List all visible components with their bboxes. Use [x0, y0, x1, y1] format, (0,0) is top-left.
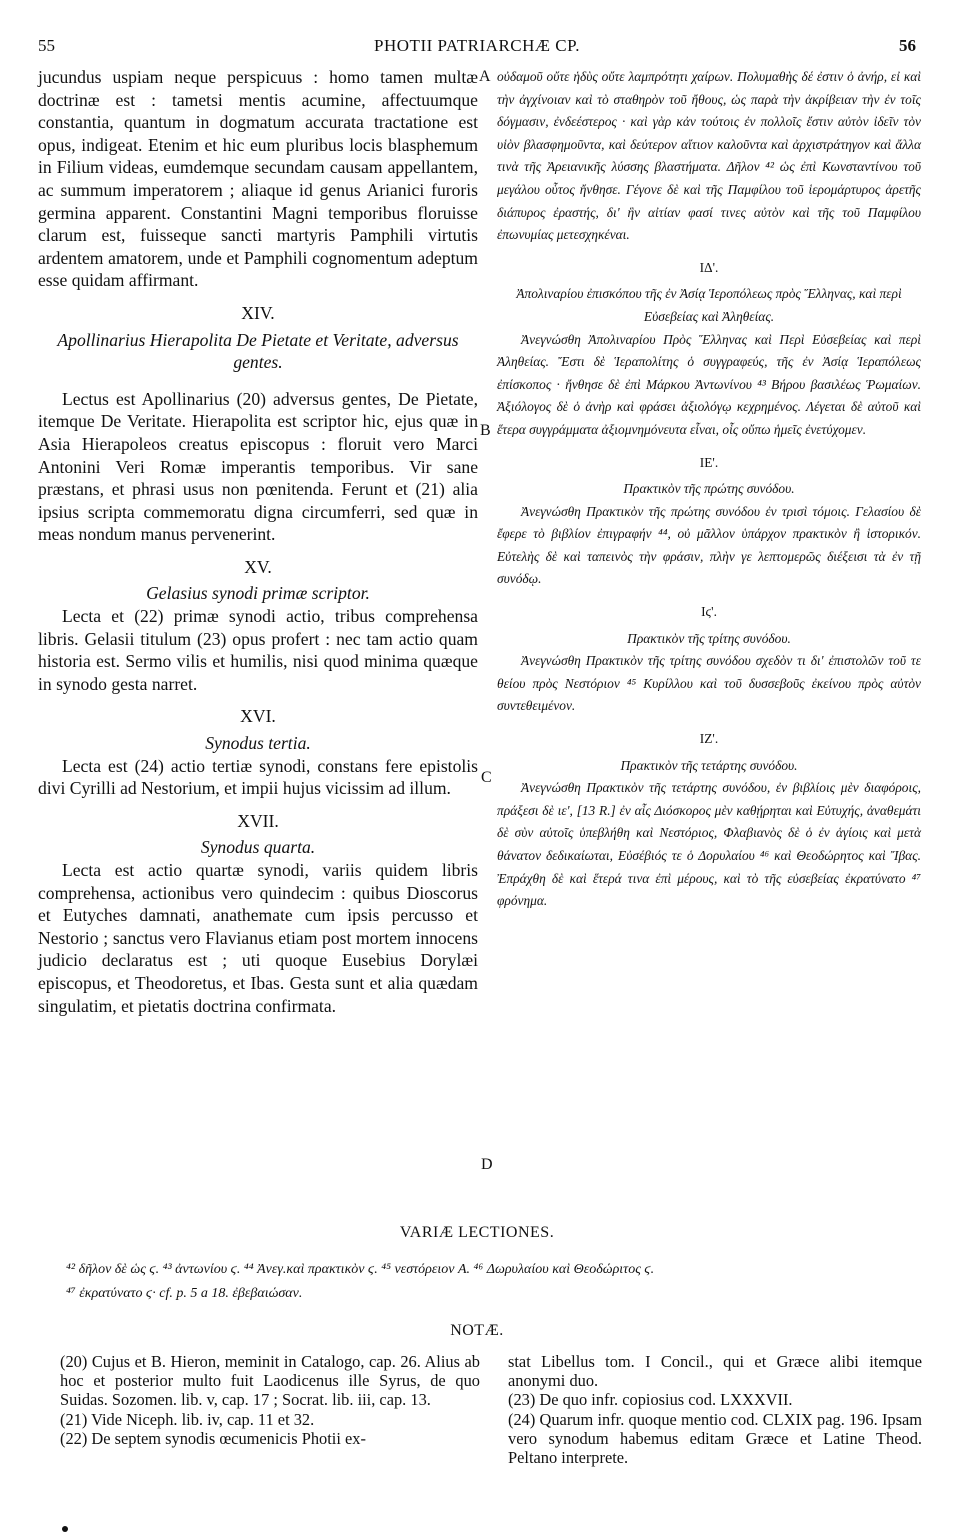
note-20: (20) Cujus et B. Hieron, meminit in Catalogo, cap. 26. Alius ab hoc et posterior multo fuit Laodicenus ille Syrus, de quo Suidas. Sozomen. lib. v, cap. 17 ; Socrat. lib. iii, cap. 13.: [60, 1352, 480, 1410]
page-number-left: 55: [38, 36, 55, 55]
note-23: (23) De quo infr. copiosius cod. LXXXVII.: [508, 1390, 793, 1410]
section-number-xvi: XVI.: [240, 706, 276, 727]
page-number-right: 56: [899, 36, 916, 55]
note-21: (21) Vide Niceph. lib. iv, cap. 11 et 32.: [60, 1409, 315, 1429]
ink-mark: [62, 1526, 68, 1532]
note-24: (24) Quarum infr. quoque mentio cod. CLXIX pag. 196. Ipsam vero synodum habemus editam Græce et Latine Theod. Peltano interprete.: [508, 1409, 922, 1468]
margin-letter-a: A: [479, 68, 491, 85]
section-title-xiv: Apollinarius Hierapolita De Pietate et Veritate, adversus gentes.: [57, 329, 459, 373]
section-number-xvii: XVII.: [237, 810, 279, 831]
greek-section-number-17: ΙΖ'.: [699, 731, 719, 747]
margin-letter-d: D: [481, 1156, 493, 1173]
section-text-xvi: Lecta est (24) actio tertiæ synodi, constans fere epistolis divi Cyrilli ad Nestorium, et impii hujus vicissim ad illum.: [38, 755, 478, 799]
greek-section-title-15: Πρακτικὸν τῆς πρώτης συνόδου.: [623, 481, 795, 497]
latin-column: [38, 66, 478, 1017]
section-text-xiv: Lectus est Apollinarius (20) adversus gentes, De Pietate, itemque De Veritate. Hierapolita est scriptor hic, ejus quæ in Asia Hierapoleos creatus episcopus : floruit vero Marci Antonini Veri Romæ imperantis temporibus. Vir sane præstans, et phrasi usus non pœnitenda. Ferunt et (21) alia ipsius scripta commemoratu digna circumferri, sed quæ in meas nondum manus pervenerint.: [38, 388, 478, 545]
greek-section-title-17: Πρακτικὸν τῆς τετάρτης συνόδου.: [620, 757, 798, 773]
greek-section-text-15: Ἀνεγνώσθη Πρακτικὸν τῆς πρώτης συνόδου ἐν τρισὶ τόμοις. Γελασίου δὲ ἔφερε τὸ βιβλίον ἐπιγραφήν ⁴⁴, οὐ μᾶλλον ὑπάρχον πρακτικὸν ἢ ἱστορικόν. Εὐτελὴς δὲ καὶ ταπεινὸς τὴν φράσιν, πλὴν γε λεπτομερῶς διέξεισι τὰ ἐν τῇ συνόδῳ.: [497, 503, 921, 587]
greek-section-title-14: Ἀπολιναρίου ἐπισκόπου τῆς ἐν Ἀσίᾳ Ἱεροπόλεως πρὸς Ἕλληνας, καὶ περὶ Εὐσεβείας καὶ Ἀληθείας.: [516, 286, 902, 324]
section-number-xiv: XIV.: [241, 302, 275, 323]
note-22-continued: stat Libellus tom. I Concil., qui et Græce alibi itemque anonymi duo.: [508, 1352, 922, 1391]
greek-intro: οὐδαμοῦ οὔτε ἡδὺς οὔτε λαμπρότητι χαίρων. Πολυμαθὴς δέ ἐστιν ὁ ἀνήρ, εἰ καὶ τὴν ἀγχίνοιαν καὶ τὸ σταθηρὸν τοῦ ἤθους, ὡς παρὰ τὴν ἀκρίβειαν τὴν ἐν τοῖς δόγμασιν, ἐνδεέστερος · καὶ γὰρ κἀν τούτοις ἐν πολλοῖς ἔστιν αὐτὸν ἰδεῖν τὸν υἱὸν βλασφημοῦντα, καὶ δεύτερον αἴτιον καλοῦντα καὶ ἀρχιστράτηγον καὶ ἄλλα τινὰ τῆς Ἀρειανικῆς λύσσης βλαστήματα. Δῆλον ⁴² ὡς ἐπὶ Κωνσταντίνου τοῦ μεγάλου οὗτος ἤνθησε. Γέγονε δὲ καὶ τῆς Παμφίλου τοῦ ἱερομάρτυρος ἀρετῆς διάπυρος ἐραστής, δι' ἣν αἰτίαν φασί τινες αὐτὸν καὶ τῆς τοῦ Παμφίλου ἐπωνυμίας μετεσχηκέναι.: [497, 69, 921, 243]
greek-section-text-17: Ἀνεγνώσθη Πρακτικὸν τῆς τετάρτης συνόδου, ἐν βιβλίοις μὲν διαφόροις, πράξεσι δὲ ιε', [13 R.] ἐν αἷς Διόσκορος μὲν καθῄρηται καὶ Εὐτυχής, ἀναθεμάτι δὲ σὺν αὐτοῖς ὑπεβλήθη καὶ Νεστόριος, Φλαβιανὸς δὲ ὁ ἐν ἁγίοις καὶ μετὰ θάνατον δεδικαίωται, Εὐσέβιός τε ὁ Δορυλαίου ⁴⁶ καὶ Θεοδώρητος καὶ Ἴβας. Ἐπράχθη δὲ καὶ ἕτερά τινα ἐπὶ μέρους, καὶ τὸ τῆς εὐσεβείας ἐκρατύνατο ⁴⁷ φρόνημα.: [497, 780, 921, 909]
section-text-xv: Lecta et (22) primæ synodi actio, tribus comprehensa libris. Gelasii titulum (23) opus profert : nec tam actio quam historia est. Sermo vilis et humilis, nisi quod minima quæque in synodo gesta narret.: [38, 606, 478, 694]
notae-heading: NOTÆ.: [450, 1322, 504, 1339]
section-title-xvi: Synodus tertia.: [205, 733, 311, 754]
note-22: (22) De septem synodis œcumenicis Photii ex-: [60, 1428, 366, 1448]
variae-line-2: ⁴⁷ ἐκρατύνατο ϛ· cf. p. 5 a 18. ἐβεβαιώσαν.: [66, 1286, 303, 1301]
margin-letter-b: B: [480, 422, 491, 439]
latin-intro: jucundus uspiam neque perspicuus : homo tamen multæ doctrinæ est : tametsi mentis acumine, affectuumque constantia, quantum in dogmatum accurata tractatione est opus, indigeat. Etenim et hic eum pluribus locis blasphemum in Filium videas, eumdemque secundam causam appellantem, ac summum imperatorem ; aliaque id genus Arianici furoris germina apparent. Constantini Magni temporibus floruisse clarum est, fuisseque sancti martyris Pamphili virtutis ardentem amatorem, unde et Pamphili cognomentum adeptum esse quidam affirmant.: [38, 67, 478, 291]
section-text-xvii: Lecta est actio quartæ synodi, variis quidem libris comprehensa, actionibus vero quindecim : quibus Dioscorus et Eutyches damnati, anathemate cum ipsis percusso et Nestorio ; sanctus vero Flavianus etiam post mortem innocens judicio declaratus est ; uti quoque Eusebius Dorylæi episcopus, et Theodoretus, et Ibas. Gesta sunt et alia quædam singulatim, et pietatis doctrina confirmata.: [38, 860, 478, 1016]
greek-section-number-16: Ιϛ'.: [701, 604, 717, 620]
greek-section-text-14: Ἀνεγνώσθη Ἀπολιναρίου Πρὸς Ἕλληνας καὶ Περὶ Εὐσεβείας καὶ περὶ Ἀληθείας. Ἔστι δὲ Ἱεραπολίτης ὁ συγγραφεύς, τῆς ἐν Ἀσίᾳ Ἱεραπόλεως ἐπίσκοπος · ἤνθησε δὲ ἐπὶ Μάρκου Ἀντωνίνου ⁴³ Βήρου βασιλέως Ῥωμαίων. Ἀξιόλογος δὲ ὁ ἀνὴρ καὶ φράσει ἀξιολόγῳ κεχρημένος. Λέγεται δὲ αὐτοῦ καὶ ἕτερα συγγράμματα ἀξιομνημόνευτα εἶναι, οἷς οὔπω ἡμεῖς ἐνετύχομεν.: [497, 331, 921, 437]
greek-column: [497, 66, 921, 913]
section-title-xv: Gelasius synodi primæ scriptor.: [146, 583, 370, 604]
section-title-xvii: Synodus quarta.: [200, 837, 316, 858]
variae-heading: VARIÆ LECTIONES.: [399, 1224, 555, 1241]
margin-letter-c: C: [481, 769, 492, 786]
running-title: PHOTII PATRIARCHÆ CP.: [374, 36, 580, 55]
section-number-xv: XV.: [244, 556, 272, 577]
notes-left-column: [60, 1352, 480, 1448]
notes-right-column: [508, 1352, 922, 1467]
greek-section-text-16: Ἀνεγνώσθη Πρακτικὸν τῆς τρίτης συνόδου σχεδὸν τι δι' ἐπιστολῶν τοῦ τε θείου πρὸς Νεστόριον ⁴⁵ Κυρίλλου καὶ τοῦ δυσσεβοῦς ἐκείνου πρὸς αὐτὸν συντεθειμένον.: [497, 653, 921, 714]
variae-line-1: ⁴² δῆλον δὲ ὡς ϛ. ⁴³ ἀντωνίου ϛ. ⁴⁴ Ἀνεγ.καὶ πρακτικὸν ϛ. ⁴⁵ νεστόρειον A. ⁴⁶ Δωρυλαίου καὶ Θεοδώριτος ϛ.: [66, 1262, 655, 1277]
greek-section-title-16: Πρακτικὸν τῆς τρίτης συνόδου.: [627, 630, 791, 646]
greek-section-number-15: ΙΕ'.: [699, 454, 719, 470]
greek-section-number-14: ΙΔ'.: [699, 259, 719, 275]
